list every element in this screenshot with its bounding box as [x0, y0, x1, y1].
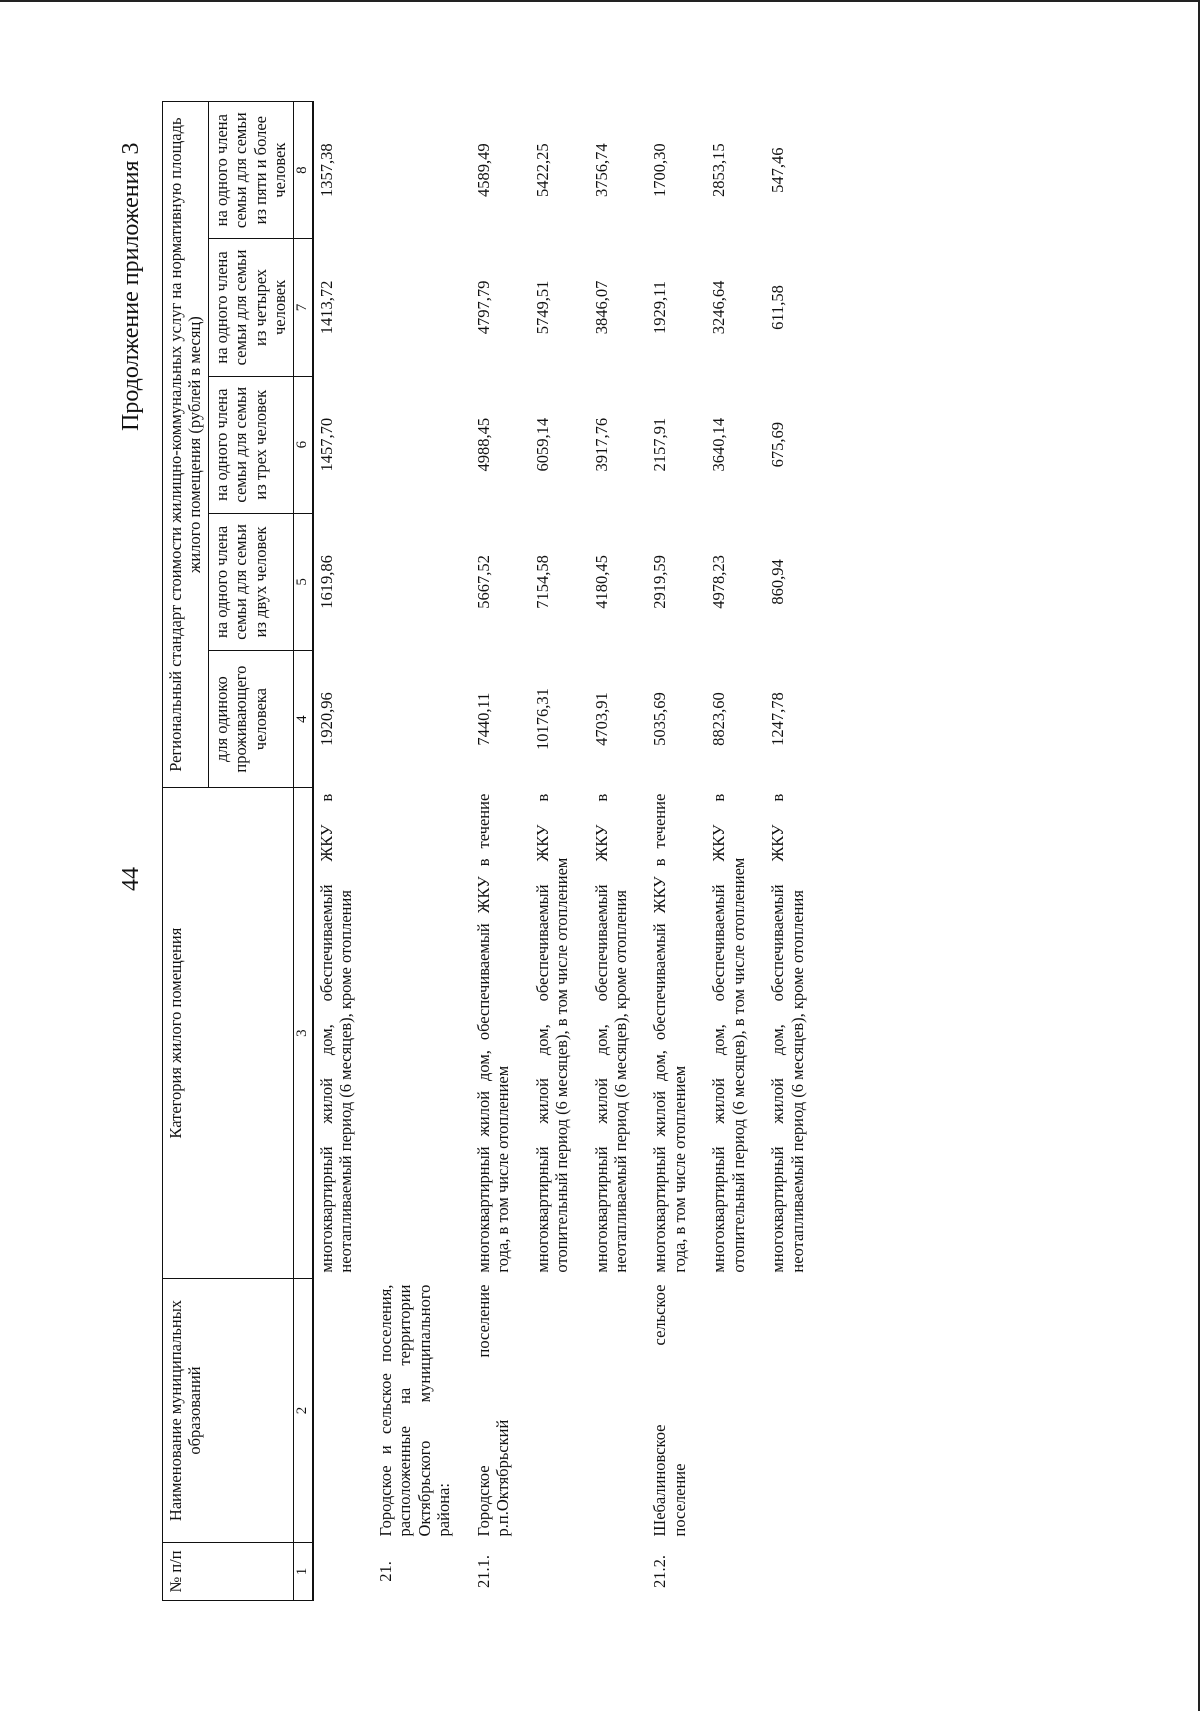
value-single: 7440,11: [473, 692, 493, 746]
header-four: на одного члена семьи для семьи из четырех человек: [208, 239, 293, 376]
table-row: [373, 102, 457, 1601]
column-number: 7: [293, 239, 313, 376]
value-four: 5749,51: [532, 280, 552, 335]
row-num: 21.: [375, 1561, 395, 1582]
row-num: [530, 1542, 575, 1600]
row-name: [706, 1279, 751, 1543]
row-category: многоквартирный жилой дом, обеспечиваемый ЖКУ в неотапливаемый период (6 месяцев), кроме отопления: [591, 793, 630, 1273]
value-single: 4703,91: [591, 692, 611, 746]
header-name: Наименование муниципальных образований: [163, 1279, 294, 1543]
value-single: [373, 651, 457, 788]
column-number: 2: [293, 1279, 313, 1543]
value-three: 1457,70: [316, 417, 336, 472]
value-three: 3917,76: [591, 417, 611, 472]
column-number: 3: [293, 788, 313, 1279]
value-two: 7154,58: [532, 555, 552, 609]
table-row: [647, 102, 692, 1601]
value-single: 1920,96: [316, 692, 336, 746]
value-five: 1357,38: [316, 143, 336, 197]
value-three: 3640,14: [709, 417, 729, 472]
value-three: 675,69: [768, 421, 788, 468]
value-two: [373, 513, 457, 650]
value-two: 1619,86: [316, 555, 336, 609]
value-five: [373, 102, 457, 239]
row-num: 21.1.: [473, 1554, 493, 1588]
row-category: многоквартирный жилой дом, обеспечиваемый ЖКУ в неотапливаемый период (6 месяцев), кроме отопления: [316, 793, 356, 1273]
column-number: 6: [293, 376, 313, 513]
header-num: № п/п: [163, 1542, 294, 1600]
header-five: на одного члена семьи для семьи из пяти и более человек: [208, 102, 293, 239]
row-name: [313, 1279, 359, 1543]
value-four: 4797,79: [473, 280, 493, 335]
value-five: 2853,15: [709, 143, 729, 197]
value-single: 1247,78: [768, 692, 788, 746]
column-number: 4: [293, 651, 313, 788]
value-three: [373, 376, 457, 513]
row-name: [530, 1279, 575, 1543]
row-name: Городское поселение р.п.Октябрьский: [473, 1284, 513, 1537]
value-four: 3846,07: [591, 280, 611, 335]
value-five: 4589,49: [473, 143, 493, 197]
row-name: [589, 1279, 634, 1543]
value-two: 4978,23: [709, 555, 729, 609]
row-name: Городское и сельское поселения, расположенные на территории Октябрьского муниципального района:: [375, 1284, 454, 1537]
value-four: 1413,72: [316, 280, 336, 335]
value-single: 8823,60: [709, 692, 729, 746]
table-row: [471, 102, 516, 1601]
value-single: 10176,31: [532, 688, 552, 751]
row-num: [765, 1542, 810, 1600]
value-five: 547,46: [768, 147, 788, 193]
header-single: для одиноко проживающего человека: [208, 651, 293, 788]
value-five: 1700,30: [650, 143, 670, 197]
value-four: 1929,11: [650, 280, 670, 334]
page-number: 44: [118, 867, 144, 891]
value-three: 4988,45: [473, 417, 493, 472]
value-two: 2919,59: [650, 555, 670, 609]
table-row: [589, 102, 634, 1601]
row-num: [589, 1542, 634, 1600]
header-two: на одного члена семьи для семьи из двух человек: [208, 513, 293, 650]
value-three: 6059,14: [532, 417, 552, 472]
value-two: 4180,45: [591, 555, 611, 609]
row-name: [765, 1279, 810, 1543]
row-num: 21.2.: [650, 1554, 670, 1588]
header-category: Категория жилого помещения: [163, 788, 294, 1279]
row-num: [313, 1542, 359, 1600]
column-number: 5: [293, 513, 313, 650]
table-row: [765, 102, 810, 1601]
row-num: [706, 1542, 751, 1600]
value-five: 3756,74: [591, 143, 611, 197]
row-category: многоквартирный жилой дом, обеспечиваемый ЖКУ в отопительный период (6 месяцев), в том числе отоплением: [709, 793, 748, 1273]
value-single: 5035,69: [650, 692, 670, 746]
row-category: многоквартирный жилой дом, обеспечиваемый ЖКУ в течение года, в том числе отоплением: [473, 793, 513, 1273]
row-category: многоквартирный жилой дом, обеспечиваемый ЖКУ в неотапливаемый период (6 месяцев), кроме отопления: [768, 793, 807, 1273]
value-five: 5422,25: [532, 143, 552, 197]
value-two: 5667,52: [473, 555, 493, 609]
row-category: многоквартирный жилой дом, обеспечиваемый ЖКУ в течение года, в том числе отоплением: [650, 793, 689, 1273]
value-four: [373, 239, 457, 376]
header-three: на одного члена семьи для семьи из трех человек: [208, 376, 293, 513]
column-number: 8: [293, 102, 313, 239]
row-category: многоквартирный жилой дом, обеспечиваемый ЖКУ в отопительный период (6 месяцев), в том числе отоплением: [532, 793, 572, 1273]
value-four: 611,58: [768, 285, 788, 330]
table-row: [706, 102, 751, 1601]
value-three: 2157,91: [650, 417, 670, 472]
header-standard: Региональный стандарт стоимости жилищно-коммунальных услуг на нормативную площадь жилого помещения (рублей в месяц): [163, 102, 209, 788]
column-number: 1: [293, 1542, 313, 1600]
row-category: [373, 788, 457, 1279]
table-row: [313, 102, 359, 1601]
table-row: [530, 102, 575, 1601]
value-four: 3246,64: [709, 280, 729, 335]
standards-table: [162, 101, 810, 1601]
appendix-title: Продолжение приложения 3: [118, 142, 144, 431]
value-two: 860,94: [768, 559, 788, 605]
row-name: Шебалиновское сельское поселение: [650, 1284, 689, 1537]
